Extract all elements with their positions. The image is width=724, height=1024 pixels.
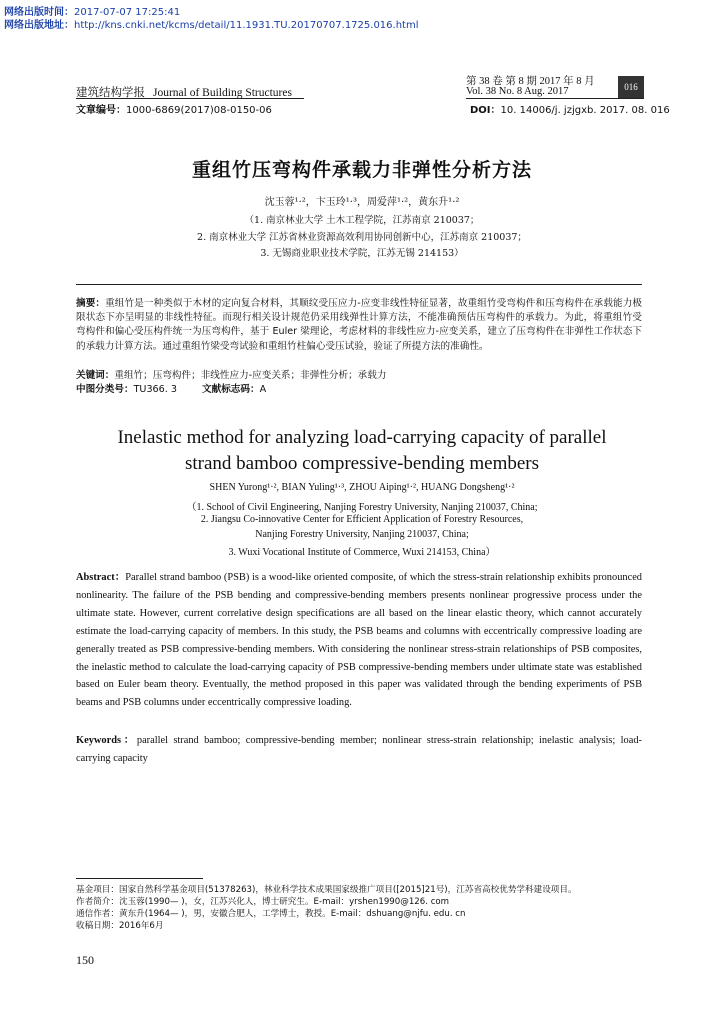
page-number: 150 xyxy=(76,953,94,967)
footnote-corresponding: 通信作者：黄东升(1964— )，男，安徽合肥人，工学博士，教授。E-mail：dshuang@njfu. edu. cn xyxy=(76,909,466,919)
classification-cn: 中图分类号：TU366. 3 文献标志码：A xyxy=(76,384,267,395)
paper-title-cn: 重组竹压弯构件承载力非弹性分析方法 xyxy=(191,159,532,181)
authors-en: SHEN Yurong¹·², BIAN Yuling¹·³, ZHOU Aiping¹·², HUANG Dongsheng¹·² xyxy=(209,482,515,493)
affiliation-cn-1: （1. 南京林业大学 土木工程学院，江苏南京 210037； xyxy=(244,215,480,226)
keywords-cn: 关键词：重组竹；压弯构件；非线性应力-应变关系；非弹性分析；承载力 xyxy=(76,370,387,381)
abstract-rule xyxy=(76,284,642,285)
header-rule-right xyxy=(466,98,644,99)
doi: DOI：10. 14006/j. jzjgxb. 2017. 08. 016 xyxy=(470,105,670,116)
affiliation-en-1: （1. School of Civil Engineering, Nanjing Forestry University, Nanjing 210037, China; xyxy=(186,502,538,513)
issue-info-cn: 第 38 卷 第 8 期 2017 年 8 月 xyxy=(466,76,595,87)
affiliation-en-2: 2. Jiangsu Co-innovative Center for Efficient Application of Forestry Resources, xyxy=(200,514,524,525)
abstract-cn: 摘要：重组竹是一种类似于木材的定向复合材料，其顺纹受压应力-应变非线性特征显著，故重组竹受弯构件和压弯构件在承载能力极限状态下亦呈明显的非线性特征。而现行相关设计规范仍采用线弹性计算方法，不能准确预估压弯构件的承载力。为此，将重组竹受弯构件和偏心受压构件统一为压弯构件，基于 Euler 梁理论，考虑材料的非线性应力-应变关系，建立了压弯构件在非弹性工作状态下的承载力计算方法。通过重组竹梁受弯试验和重组竹柱偏心受压试验，验证了所提方法的准确性。 xyxy=(76,298,643,352)
footnote-received: 收稿日期：2016年6月 xyxy=(76,921,164,931)
affiliation-cn-3: 3. 无锡商业职业技术学院，江苏无锡 214153） xyxy=(260,248,464,259)
abstract-en: Abstract：Parallel strand bamboo (PSB) is a wood-like oriented composite, of which the stress-strain relationship exhibits pronounced nonlinearity. The failure of the PSB bending and compressive-bending members presents nonlinear progressive process under the ultimate state. However, current correlative design specifications are all based on the linear elastic theory, which cannot accurately estimate the load-carrying capacity of members. In this study, the PSB beams and columns with eccentrically compressive loading are generally treated as PSB compressive-bending members. With considering the nonlinear stress-strain relationships of PSB composites, the inelastic method to calculate the load-carrying capacity of PSB compressive-bending members under ultimate state was established based on Euler beam theory. Eventually, the method proposed in this paper was validated through the bending experiments of PSB beams and PSB columns under eccentrically compressive loading. xyxy=(76,572,643,709)
affiliation-en-4: 3. Wuxi Vocational Institute of Commerce, Wuxi 214153, China） xyxy=(228,547,496,558)
paper-title-en-line1: Inelastic method for analyzing load-carrying capacity of parallel xyxy=(117,427,607,448)
authors-cn: 沈玉蓉¹·²，卞玉玲¹·³，周爱萍¹·²，黄东升¹·² xyxy=(264,197,460,208)
footnote-funding: 基金项目：国家自然科学基金项目(51378263)，林业科学技术成果国家级推广项目([2015]21号)，江苏省高校优势学科建设项目。 xyxy=(76,885,577,895)
issue-info-en: Vol. 38 No. 8 Aug. 2017 xyxy=(466,86,569,97)
footnote-rule xyxy=(76,878,203,879)
keywords-en: Keywords：parallel strand bamboo; compressive-bending member; nonlinear stress-strain relationship; inelastic analysis; load-carrying capacity xyxy=(76,735,642,764)
network-publish-address[interactable]: 网络出版地址：http://kns.cnki.net/kcms/detail/11.1931.TU.20170707.1725.016.html xyxy=(4,20,419,31)
journal-name: 建筑结构学报 Journal of Building Structures xyxy=(76,85,292,99)
header-rule-left xyxy=(76,98,304,99)
network-publish-time: 网络出版时间：2017-07-07 17:25:41 xyxy=(4,7,181,18)
affiliation-cn-2: 2. 南京林业大学 江苏省林业资源高效利用协同创新中心，江苏南京 210037； xyxy=(197,232,527,243)
footnote-author: 作者简介：沈玉蓉(1990— )，女，江苏兴化人，博士研究生。E-mail：yrshen1990@126. com xyxy=(76,897,450,907)
page-code-badge: 016 xyxy=(618,76,644,98)
network-address-link[interactable]: http://kns.cnki.net/kcms/detail/11.1931.TU.20170707.1725.016.html xyxy=(74,20,419,31)
paper-title-en-line2: strand bamboo compressive-bending members xyxy=(184,453,540,474)
affiliation-en-3: Nanjing Forestry University, Nanjing 210037, China; xyxy=(255,529,469,540)
article-number: 文章编号：1000-6869(2017)08-0150-06 xyxy=(76,105,272,116)
